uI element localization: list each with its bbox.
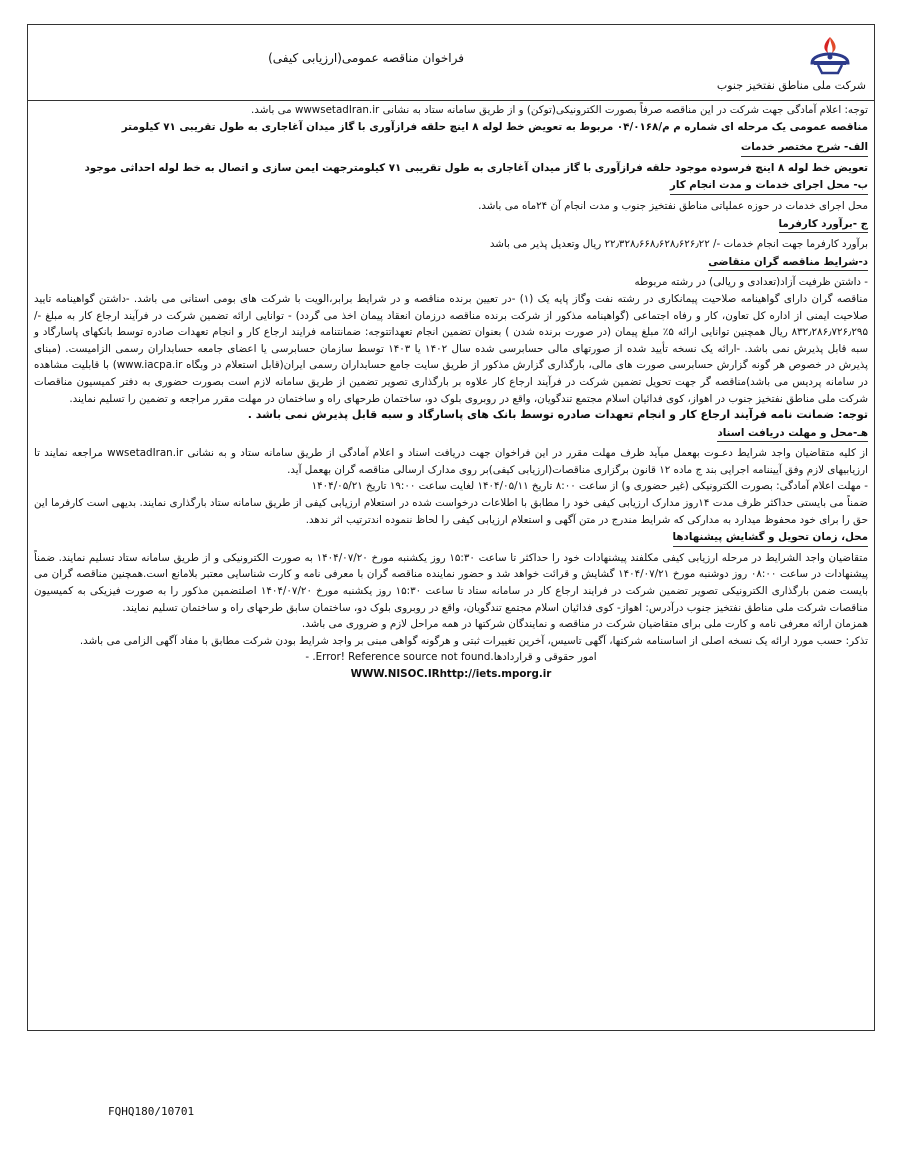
section-d-title: د-شرایط مناقصه گران متقاضی [708,254,868,272]
section-d-line1: - داشتن ظرفیت آزاد(تعدادی و ریالی) در رشته مربوطه [634,276,868,289]
section-a-body: تعویض خط لوله ۸ اینچ فرسوده موجود حلقه فرازآوری با گاز میدان آغاجاری به طول تقریبی ۷۱ کیلومترجهت ایمن سازی و اتصال به خط لوله احداثی موجود [84,161,868,174]
section-b-title: ب- محل اجرای خدمات و مدت انجام کار [670,177,868,195]
section-c-body: برآورد کارفرما جهت انجام خدمات -/ ۲۲٫۳۲۸٫۶۶۸٫۶۲۸٫۶۲۶٫۲۲ ریال وتعدیل پذیر می باشد [489,238,868,251]
document-body [28,102,874,683]
announcement-title: فراخوان مناقصه عمومی(ارزیابی کیفی) [268,51,464,65]
document-frame [27,24,875,1031]
section-b-body: محل اجرای خدمات در حوزه عملیاتی مناطق نفتخیز جنوب و مدت انجام آن ۲۴ماه می باشد. [478,199,868,212]
section-c-title: ج -برآورد کارفرما [779,216,868,234]
website-link[interactable]: WWW.NISOC.IRhttp://iets.mporg.ir [350,668,552,680]
intro-notice: توجه: اعلام آمادگی جهت شرکت در این مناقصه صرفاً بصورت الکترونیکی(توکن) و از طریق سامانه ستاد به نشانی wwwsetadIran.ir می باشد. [251,104,868,116]
reminder: تذکر: حسب مورد ارائه یک نسخه اصلی از اساسنامه شرکتها، آگهی تاسیس، آخرین تغییرات ثبتی و هرگونه گواهی مبنی بر واجد شرایط بودن شرکت مطابق با مفاد آگهی الزامی می باشد. [79,634,868,647]
section-f-body: متقاضیان واجد الشرایط در مرحله ارزیابی کیفی مکلفند پیشنهادات خود را حداکثر تا ساعت ۱۵:۳۰ روز یکشنبه مورخ ۱۴۰۴/۰۷/۲۰ به صورت الکترونیکی و از طریق سامانه ستاد تسلیم نمایند. ضمناً پیشنهادات در ساعت ۰۸:۰۰ روز دوشنبه مورخ ۱۴۰۴/۰۷/۲۱ گشایش و قرائت خواهد شد و حضور نماینده مناقصه گران با معرفی نامه و کارت شناسایی معتبر بلامانع است.همچنین مناقصه گران می بایست ضمن بارگذاری الکترونیکی تصویر تضمین شرکت در فرایند ارجاع کار در سامانه ستاد تا ساعت ۱۵:۳۰ روز یکشنبه مورخ ۱۴۰۴/۰۷/۲۰ اصلتضمین مذکور را به صورت فیزیکی به کمیسیون مناقصات شرکت ملی مناطق نفتخیز جنوب درآدرس: اهواز- کوی فدائیان اسلام مجتمع تندگویان، واقع در روبروی بلوک دو، ساختمان سابق طرحهای راه و ساختمان تسلیم نمایند. [34,551,868,614]
section-e-body: از کلیه متقاضیان واجد شرایط دعـوت بهعمل میآید ظرف مهلت مقرر در این فراخوان جهت دریافت اسناد و اعلام آمادگی از طریق سامانه ستاد و به نشانی wwsetadIran.ir مراجعه نمایند تا ارزیابیهای لازم وفق آییننامه اجرایی بند ج ماده ۱۲ قانون برگزاری مناقصات(ارزیابی کیفی)بر روی مدارک ارسالی مناقصه گران بهعمل آید. [34,447,868,476]
bank-note: توجه: ضمانت نامه فرآیند ارجاع کار و انجام تعهدات صادره توسط بانک های پاسارگاد و سبه قابل پذیرش نمی باشد . [247,408,868,422]
section-f-title: محل، زمان تحویل و گشایش پیشنهادها [673,529,868,547]
section-e-title: هـ-محل و مهلت دریافت اسناد [717,425,868,443]
footer-code: FQHQ180/10701 [108,1105,195,1118]
company-name: شرکت ملی مناطق نفتخیز جنوب [716,79,866,92]
section-e-body2: ضمناً می بایستی حداکثر ظرف مدت ۱۴روز مدارک ارزیابی کیفی خود را مطابق با اطلاعات درخواست شده در استعلام ارزیابی کیفی از طریق سامانه ستاد بارگذاری نمایند. بدیهی است کارفرما این حق را برای خود محفوظ میدارد به مدارکی که شرایط مندرج در متن آگهی و استعلام ارزیابی کیفی را لحاظ ننموده اندترتیب اثر ندهد. [34,497,868,526]
section-a-title: الف- شرح مختصر خدمات [741,139,868,157]
section-d-body: مناقصه گران دارای گواهینامه صلاحیت پیمانکاری در رشته نفت وگاز پایه یک (۱) -در تعیین برنده مناقصه و در شرایط برابر،الویت با شرکت های بومی استانی می باشد. -داشتن گواهینامه تایید صلاحیت ایمنی از اداره کل تعاون، کار و رفاه اجتماعی (گواهینامه مذکور از شرکت برنده مناقصه درزمان انعقاد پیمان اخذ می گردد) - توانایی ارائه تضمین شرکت در فرآیند ارجاع کار به مبلغ -/۸۳۲٫۲۸۶٫۷۲۶٫۲۹۵ ریال همچنین توانایی ارائه ۵٪ مبلغ پیمان (در صورت برنده شدن ) بعنوان تضمین انجام تعهداتتوجه: ضمانتنامه فرایند ارجاع کار و انجام تعهدات صادره توسط بانکهای پاسارگاد و سبه قابل پذیرش نمی باشد. -ارائه یک نسخه تأیید شده از صورتهای مالی حسابرسی شده سال ۱۴۰۲ یا ۱۴۰۳ توسط سازمان حسابرسی یا اعضای جامعه حسابداران رسمی الزامیست. (مبنای پذیرش در خصوص هر گونه گزارش حسابرسی صورت های مالی، بارگذاری گزارش مذکور از طریق سایت جامع حسابداران رسمی ایران(قابل استعلام در وبگاه www.iacpa.ir) با قابلیت مشاهده در سامانه پردیس می باشد)مناقصه گر جهت تحویل تضمین شرکت در فرآیند ارجاع کار علاوه بر بارگذاری تصویر تضمین از طریق سامانه لازم است بصورت حضوری به دفتر کمیسیون مناقصات شرکت ملی مناطق نفتخیز جنوب در اهواز، کوی فدائیان اسلام مجتمع تندگویان، واقع در روبروی بلوک دو، ساختمان طرحهای راه و ساختمان در مهلت مقرر مراجعه و تضمین را تسلیم نمایند. [34,292,868,405]
document-header [28,25,874,101]
signature-line: امور حقوقی و قراردادها.Error! Reference source not found. - [305,651,597,664]
tender-line: مناقصه عمومی یک مرحله ای شماره م م/۰۴/۰۱۶۸ مربوط به تعویض خط لوله ۸ اینچ حلقه فرازآوری با گاز میدان آغاجاری به طول تقریبی ۷۱ کیلومتر [121,120,868,133]
section-e-deadline: - مهلت اعلام آمادگی: بصورت الکترونیکی (غیر حضوری و) از ساعت ۸:۰۰ تاریخ ۱۴۰۴/۰۵/۱۱ لغایت ساعت ۱۹:۰۰ تاریخ ۱۴۰۴/۰۵/۲۱ [311,480,868,493]
section-f-body2: همزمان ارائه معرفی نامه و کارت ملی برای متقاضیان شرکت در مناقصه و نمایندگان شرکتها در همه مراحل لازم و ضروری می باشد. [301,618,868,631]
nioc-logo-icon [800,33,860,77]
